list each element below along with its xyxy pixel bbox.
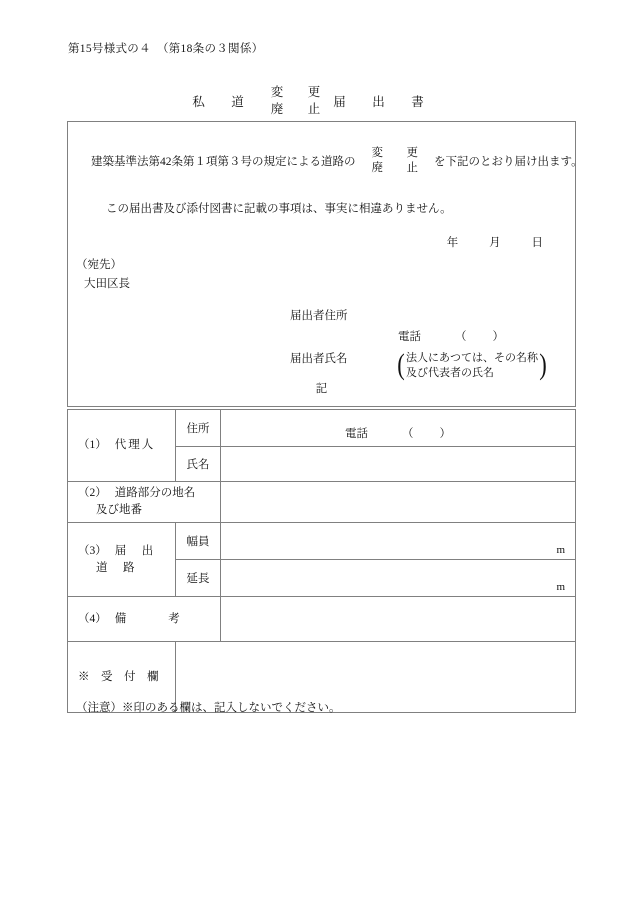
submitter-telephone-line <box>398 328 504 344</box>
table-row-agent-address <box>68 410 576 447</box>
sub-label-road-length: 延長 <box>176 560 221 597</box>
kiroku-marker: 記 <box>315 383 328 395</box>
title-word-shido: 私 道 <box>192 94 251 109</box>
sub-label-agent-address: 住所 <box>176 410 221 447</box>
table-row-road-location <box>68 482 576 523</box>
brace-open-icon: ( <box>397 348 405 382</box>
addressee-label: （宛先） <box>76 259 122 271</box>
table-row-remarks <box>68 597 576 642</box>
row-label-road-location <box>68 482 221 523</box>
title-word-notification: 届 出 書 <box>333 94 431 109</box>
date-day-label: 日 <box>531 237 543 249</box>
input-remarks[interactable] <box>221 597 576 642</box>
submitter-tel-label: 電話 <box>398 331 421 343</box>
input-road-length[interactable] <box>221 560 576 597</box>
addressee-value: 大田区長 <box>84 277 130 290</box>
sub-label-agent-name: 氏名 <box>176 447 221 482</box>
reception-label: ※ 受 付 欄 <box>78 670 159 683</box>
corporation-note-lines <box>406 351 538 380</box>
row-label-agent <box>68 410 176 482</box>
input-agent-name[interactable] <box>221 447 576 482</box>
date-month-label: 月 <box>489 237 501 249</box>
footnote-note: （注意）※印のある欄は、記入しないでください。 <box>76 702 341 714</box>
title-stack-change: 変 更 <box>270 85 327 99</box>
submitter-tel-paren-open: （ <box>455 331 467 343</box>
declaration-paragraph <box>91 146 583 176</box>
agent-telephone-line: 電話 （ ） <box>345 428 451 440</box>
declaration-stack-abolish: 廃 止 <box>371 162 424 175</box>
title-stack-abolish: 廃 止 <box>270 101 327 116</box>
declaration-stack-change: 変 更 <box>371 147 424 159</box>
date-year-label: 年 <box>446 237 459 249</box>
row-number-4: （4） 備 考 <box>78 612 180 625</box>
brace-close-icon: ) <box>539 348 547 382</box>
corporation-note-line-1: 法人にあつては、その名称 <box>406 352 538 364</box>
row-number-3: （3） 届 出 道 路 <box>78 544 156 574</box>
declaration-text-after: を下記のとおり届け出ます。 <box>434 156 583 169</box>
row-number-1: （1） 代理人 <box>78 439 156 452</box>
input-agent-address[interactable] <box>221 410 576 447</box>
corporation-note-line-2: 及び代表者の氏名 <box>406 366 494 379</box>
submitter-name-label: 届出者氏名 <box>290 353 348 365</box>
declaration-change-abolish-stack <box>366 146 425 176</box>
page-title <box>0 84 630 117</box>
declaration-box <box>67 121 583 407</box>
declaration-text-before: 建築基準法第42条第１項第３号の規定による道路の <box>91 156 356 169</box>
title-change-abolish-stack <box>265 84 327 117</box>
unit-meter-width: m <box>556 544 565 556</box>
addressee-block <box>76 256 130 294</box>
date-line <box>433 234 557 250</box>
unit-meter-length: m <box>556 581 565 593</box>
submitter-tel-paren-close: ） <box>492 331 504 343</box>
row-label-remarks <box>68 597 221 642</box>
input-road-width[interactable] <box>221 523 576 560</box>
row-label-declared-road <box>68 523 176 597</box>
submitter-address-label: 届出者住所 <box>290 310 348 322</box>
form-number-label: 第15号様式の４ （第18条の３関係） <box>68 43 264 55</box>
row-number-2: （2） 道路部分の地名 及び地番 <box>78 487 196 516</box>
table-row-road-width <box>68 523 576 560</box>
form-details-table <box>67 409 576 713</box>
corporation-note <box>396 348 548 382</box>
accuracy-statement: この届出書及び添付図書に記載の事項は、事実に相違ありません。 <box>106 203 452 215</box>
sub-label-road-width: 幅員 <box>176 523 221 560</box>
input-road-location[interactable] <box>221 482 576 523</box>
